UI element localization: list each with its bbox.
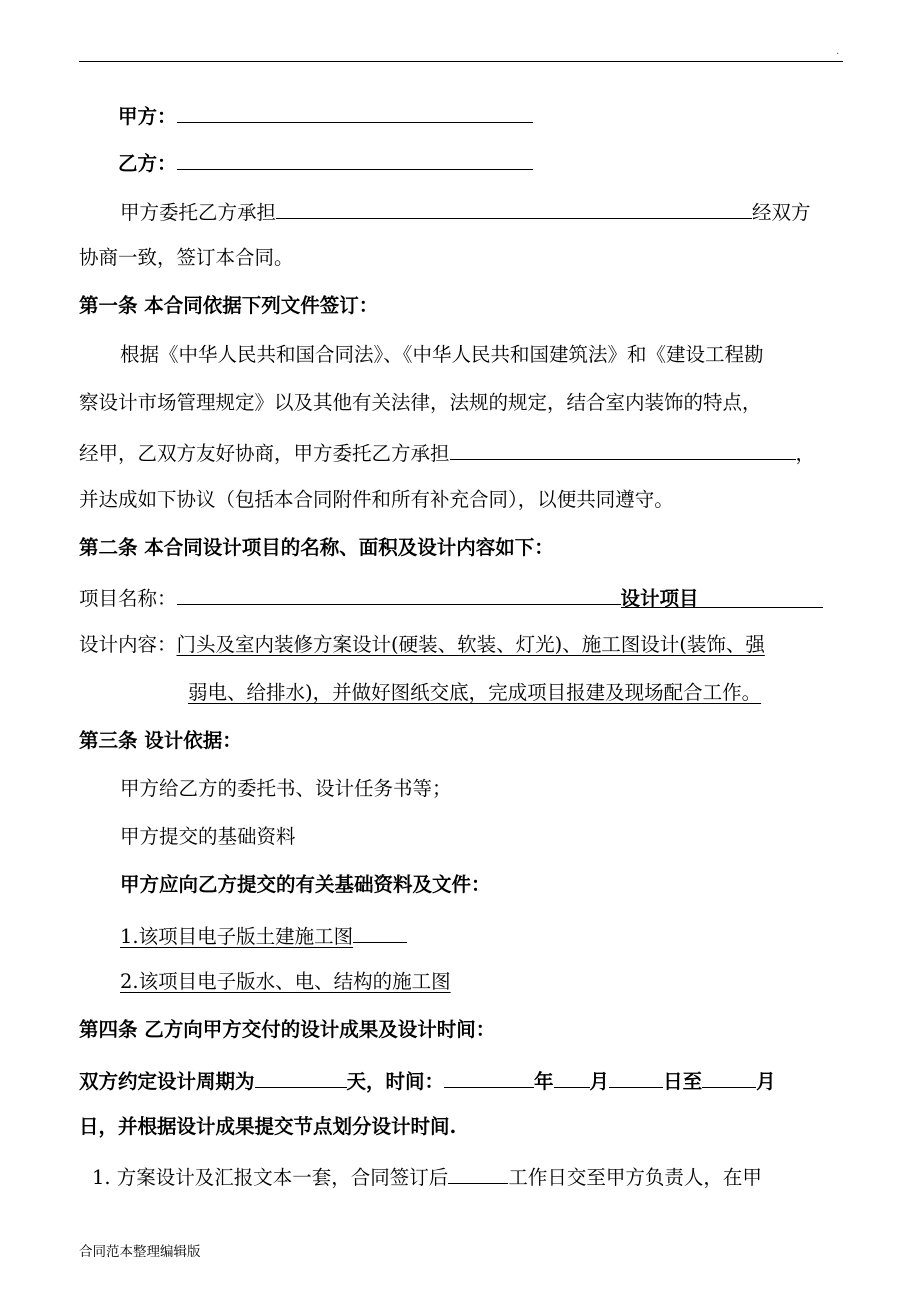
project-name-blank <box>177 582 621 605</box>
article3-doc-2 <box>120 968 890 996</box>
header-dot: . <box>836 46 840 57</box>
article4-item-1-text-b: 工作日交至甲方负责人，在甲 <box>508 1166 762 1189</box>
period-month-blank <box>554 1065 590 1088</box>
design-period-line <box>79 1065 849 1096</box>
project-name-value: 设计项目 <box>621 585 823 608</box>
party-b-line <box>118 147 888 178</box>
article3-doc-1 <box>120 920 890 951</box>
article1-line-1: 根据《中华人民共和国合同法》、《中华人民共和国建筑法》和《建设工程勘 <box>120 343 764 366</box>
party-a-blank <box>177 100 533 123</box>
period-year-blank <box>444 1065 534 1088</box>
article1-line-4: 并达成如下协议（包括本合同附件和所有补充合同），以便共同遵守。 <box>79 488 674 511</box>
article3-heading: 第三条 设计依据： <box>79 729 242 752</box>
article4-item-1-blank <box>448 1161 508 1184</box>
intro-line-2: 协商一致，签订本合同。 <box>79 246 294 269</box>
party-b-blank <box>177 147 533 170</box>
article3-item-1: 甲方给乙方的委托书、设计任务书等； <box>120 777 452 800</box>
period-month2-blank <box>702 1065 756 1088</box>
period-days-blank <box>255 1065 347 1088</box>
project-name-label: 项目名称： <box>79 587 177 610</box>
period-day-blank <box>609 1065 663 1088</box>
article4-item-1-text-a: 1. 方案设计及汇报文本一套，合同签订后 <box>92 1166 449 1189</box>
month-label: 月 <box>589 1070 610 1093</box>
design-period-text: 双方约定设计周期为 <box>79 1070 255 1093</box>
year-label: 年 <box>534 1070 554 1093</box>
party-a-label: 甲方： <box>118 105 177 128</box>
article1-line-3-comma: ， <box>795 442 816 465</box>
article3-doc-1-text: 1.该项目电子版土建施工图 <box>120 925 354 948</box>
design-period-line-2: 日，并根据设计成果提交节点划分设计时间. <box>79 1115 457 1138</box>
article1-heading: 第一条 本合同依据下列文件签订： <box>79 294 379 317</box>
day-to-label: 日至 <box>663 1070 703 1093</box>
footer-text: 合同范本整理编辑版 <box>79 1244 201 1260</box>
month2-label: 月 <box>756 1070 776 1093</box>
article4-heading: 第四条 乙方向甲方交付的设计成果及设计时间： <box>79 1018 496 1041</box>
design-content-text-2: 弱电、给排水)，并做好图纸交底，完成项目报建及现场配合工作。 <box>188 681 762 704</box>
article3-doc-1-blank <box>353 920 407 943</box>
article2-heading: 第二条 本合同设计项目的名称、面积及设计内容如下： <box>79 536 554 559</box>
period-time-label: 天，时间： <box>346 1070 445 1093</box>
intro-line-1 <box>120 196 890 227</box>
article4-item-1 <box>92 1161 862 1192</box>
intro-text-2: 经双方 <box>752 201 811 224</box>
article1-line-2: 察设计市场管理规定》以及其他有关法律，法规的规定，结合室内装饰的特点， <box>79 391 762 414</box>
design-content-line-2 <box>188 679 920 707</box>
intro-blank <box>276 196 752 219</box>
party-a-line <box>118 100 888 131</box>
article1-blank <box>450 437 796 460</box>
article3-doc-2-text: 2.该项目电子版水、电、结构的施工图 <box>120 970 451 993</box>
article3-subheading: 甲方应向乙方提交的有关基础资料及文件： <box>120 873 491 896</box>
design-content-label: 设计内容： <box>79 633 177 656</box>
project-name-line <box>79 582 849 613</box>
design-content-text-1: 门头及室内装修方案设计(硬装、软装、灯光)、施工图设计(装饰、强 <box>176 633 765 656</box>
header-rule <box>79 61 843 62</box>
design-content-line-1 <box>79 631 849 659</box>
intro-text-1: 甲方委托乙方承担 <box>120 201 277 224</box>
article1-line-3-text: 经甲，乙双方友好协商，甲方委托乙方承担 <box>79 442 450 465</box>
article3-item-2: 甲方提交的基础资料 <box>120 825 296 848</box>
article1-line-3 <box>79 437 849 468</box>
party-b-label: 乙方： <box>118 152 177 175</box>
